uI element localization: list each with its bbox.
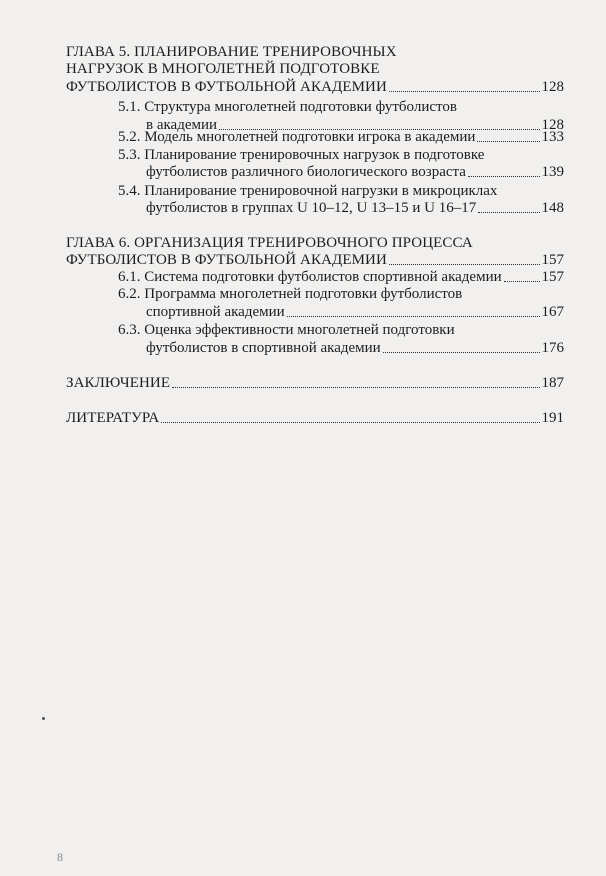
section-6-3-line1: 6.3. Оценка эффективности многолетней подготовки (118, 322, 455, 338)
literature-entry[interactable] (66, 409, 564, 427)
dot-leader (478, 212, 539, 213)
literature-page: 191 (541, 410, 564, 426)
section-5-3-entry[interactable] (146, 163, 564, 181)
section-5-2-entry[interactable] (118, 128, 564, 146)
chapter6-title-line1: ГЛАВА 6. ОРГАНИЗАЦИЯ ТРЕНИРОВОЧНОГО ПРОЦЕССА (66, 235, 473, 251)
dot-leader (468, 176, 540, 177)
page-number: 8 (57, 850, 63, 864)
section-5-2-page: 133 (541, 129, 564, 145)
chapter6-page: 157 (541, 252, 564, 268)
dot-leader (287, 316, 540, 317)
dot-leader (161, 422, 539, 423)
section-5-3-line2: футболистов различного биологического возраста (146, 164, 466, 180)
section-6-2-line1: 6.2. Программа многолетней подготовки футболистов (118, 286, 463, 302)
chapter5-title-line2: НАГРУЗОК В МНОГОЛЕТНЕЙ ПОДГОТОВКЕ (66, 61, 380, 77)
section-5-2-line1: 5.2. Модель многолетней подготовки игрока в академии (118, 129, 476, 145)
section-5-1-line1: 5.1. Структура многолетней подготовки футболистов (118, 99, 457, 115)
chapter5-entry[interactable] (66, 78, 564, 96)
section-6-3-entry[interactable] (146, 339, 564, 357)
dot-leader (383, 352, 540, 353)
conclusion-entry[interactable] (66, 374, 564, 392)
section-5-4-page: 148 (541, 200, 564, 216)
section-6-2-entry[interactable] (146, 303, 564, 321)
dot-leader (477, 141, 539, 142)
section-6-2-line2: спортивной академии (146, 304, 285, 320)
section-5-1-line2: в академии (146, 117, 218, 133)
section-6-3-page: 176 (541, 340, 564, 356)
section-6-3-line2: футболистов в спортивной академии (146, 340, 381, 356)
dot-leader (389, 264, 540, 265)
dot-leader (389, 91, 540, 92)
section-6-1-line1: 6.1. Система подготовки футболистов спортивной академии (118, 269, 502, 285)
chapter6-entry[interactable] (66, 251, 564, 269)
chapter5-title-line1: ГЛАВА 5. ПЛАНИРОВАНИЕ ТРЕНИРОВОЧНЫХ (66, 44, 397, 60)
section-5-4-line2: футболистов в группах U 10–12, U 13–15 и U 16–17 (146, 200, 477, 216)
conclusion-page: 187 (541, 375, 564, 391)
ink-speck (42, 717, 45, 720)
section-5-4-entry[interactable] (146, 199, 564, 217)
chapter5-page: 128 (541, 79, 564, 95)
section-5-4-line1: 5.4. Планирование тренировочной нагрузки в микроциклах (118, 183, 498, 199)
section-5-1-page: 128 (541, 117, 564, 133)
dot-leader (504, 281, 540, 282)
chapter5-title-line3: ФУТБОЛИСТОВ В ФУТБОЛЬНОЙ АКАДЕМИИ (66, 79, 387, 95)
chapter6-title-line2: ФУТБОЛИСТОВ В ФУТБОЛЬНОЙ АКАДЕМИИ (66, 252, 387, 268)
dot-leader (172, 387, 539, 388)
section-5-3-line1: 5.3. Планирование тренировочных нагрузок в подготовке (118, 147, 485, 163)
section-6-1-page: 157 (541, 269, 564, 285)
section-6-1-entry[interactable] (118, 268, 564, 286)
literature-label: ЛИТЕРАТУРА (66, 410, 160, 426)
section-6-2-page: 167 (541, 304, 564, 320)
section-5-3-page: 139 (541, 164, 564, 180)
conclusion-label: ЗАКЛЮЧЕНИЕ (66, 375, 171, 391)
